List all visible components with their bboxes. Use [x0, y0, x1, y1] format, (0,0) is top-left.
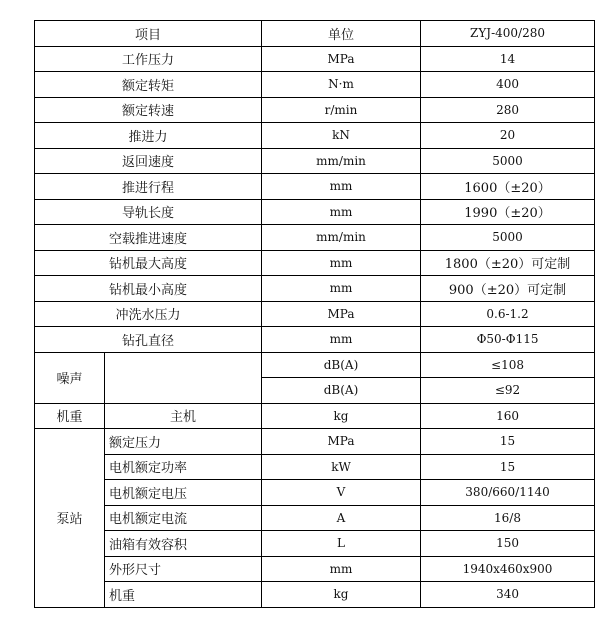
- row-value: 1800（±20）可定制: [421, 250, 595, 276]
- row-label: 空载推进速度: [35, 225, 262, 251]
- row-label: 主机: [105, 403, 262, 429]
- table-row: [35, 582, 595, 608]
- row-unit: mm: [262, 276, 421, 302]
- header-model: ZYJ-400/280: [421, 21, 595, 47]
- table-row: [35, 225, 595, 251]
- table-row: [35, 480, 595, 506]
- row-unit: mm: [262, 199, 421, 225]
- row-label: 额定转速: [35, 97, 262, 123]
- row-label: 钻孔直径: [35, 327, 262, 353]
- row-label: 推进力: [35, 123, 262, 149]
- row-unit: kg: [262, 582, 421, 608]
- row-value: 1600（±20）: [421, 174, 595, 200]
- row-value: 280: [421, 97, 595, 123]
- table-row: [35, 454, 595, 480]
- row-value: ≤92: [421, 378, 595, 404]
- row-value: 160: [421, 403, 595, 429]
- table-row: [35, 97, 595, 123]
- row-unit: r/min: [262, 97, 421, 123]
- row-unit: mm: [262, 250, 421, 276]
- row-label: 推进行程: [35, 174, 262, 200]
- row-unit: mm: [262, 556, 421, 582]
- row-label: 返回速度: [35, 148, 262, 174]
- group-label-pump: 泵站: [35, 429, 105, 608]
- row-unit: kW: [262, 454, 421, 480]
- table-row: [35, 46, 595, 72]
- row-label: 工作压力: [35, 46, 262, 72]
- row-value: 15: [421, 454, 595, 480]
- table-row: [35, 531, 595, 557]
- table-row: [35, 429, 595, 455]
- row-value: Φ50-Φ115: [421, 327, 595, 353]
- row-unit: kg: [262, 403, 421, 429]
- row-unit: N·m: [262, 72, 421, 98]
- row-unit: MPa: [262, 429, 421, 455]
- row-unit: L: [262, 531, 421, 557]
- row-label: 电机额定电压: [105, 480, 262, 506]
- table-row: [35, 556, 595, 582]
- row-value: 5000: [421, 148, 595, 174]
- row-label: 导轨长度: [35, 199, 262, 225]
- group-label-noise: 噪声: [35, 352, 105, 403]
- row-label: 冲洗水压力: [35, 301, 262, 327]
- row-label: 电机额定功率: [105, 454, 262, 480]
- row-unit: mm: [262, 174, 421, 200]
- table-row: [35, 199, 595, 225]
- row-unit: dB(A): [262, 378, 421, 404]
- table-row: [35, 276, 595, 302]
- row-label: 油箱有效容积: [105, 531, 262, 557]
- row-label: 钻机最小高度: [35, 276, 262, 302]
- row-unit: MPa: [262, 301, 421, 327]
- table-row: [35, 250, 595, 276]
- row-unit: mm/min: [262, 148, 421, 174]
- row-unit: dB(A): [262, 352, 421, 378]
- table-row: [35, 174, 595, 200]
- row-value: 16/8: [421, 505, 595, 531]
- row-unit: mm: [262, 327, 421, 353]
- header-row: [35, 21, 595, 47]
- table-row: [35, 148, 595, 174]
- row-unit: V: [262, 480, 421, 506]
- row-value: 0.6-1.2: [421, 301, 595, 327]
- row-unit: MPa: [262, 46, 421, 72]
- row-value: 900（±20）可定制: [421, 276, 595, 302]
- row-value: 340: [421, 582, 595, 608]
- table-row: [35, 327, 595, 353]
- table-row: [35, 123, 595, 149]
- row-label: 额定压力: [105, 429, 262, 455]
- row-value: 380/660/1140: [421, 480, 595, 506]
- row-unit: kN: [262, 123, 421, 149]
- row-label: 外形尺寸: [105, 556, 262, 582]
- empty-cell: [105, 352, 262, 403]
- spec-table: [34, 20, 595, 608]
- row-value: 15: [421, 429, 595, 455]
- row-value: 1940x460x900: [421, 556, 595, 582]
- row-value: 1990（±20）: [421, 199, 595, 225]
- row-unit: mm/min: [262, 225, 421, 251]
- header-unit: 单位: [262, 21, 421, 47]
- row-value: 150: [421, 531, 595, 557]
- table-row: [35, 505, 595, 531]
- table-row: [35, 352, 595, 378]
- row-value: 20: [421, 123, 595, 149]
- row-label: 电机额定电流: [105, 505, 262, 531]
- table-row: [35, 72, 595, 98]
- row-value: 5000: [421, 225, 595, 251]
- row-label: 机重: [105, 582, 262, 608]
- row-value: 14: [421, 46, 595, 72]
- row-label: 钻机最大高度: [35, 250, 262, 276]
- header-item: 项目: [35, 21, 262, 47]
- row-value: 400: [421, 72, 595, 98]
- row-label: 额定转矩: [35, 72, 262, 98]
- row-unit: A: [262, 505, 421, 531]
- group-label-weight: 机重: [35, 403, 105, 429]
- row-value: ≤108: [421, 352, 595, 378]
- table-row: [35, 403, 595, 429]
- table-row: [35, 301, 595, 327]
